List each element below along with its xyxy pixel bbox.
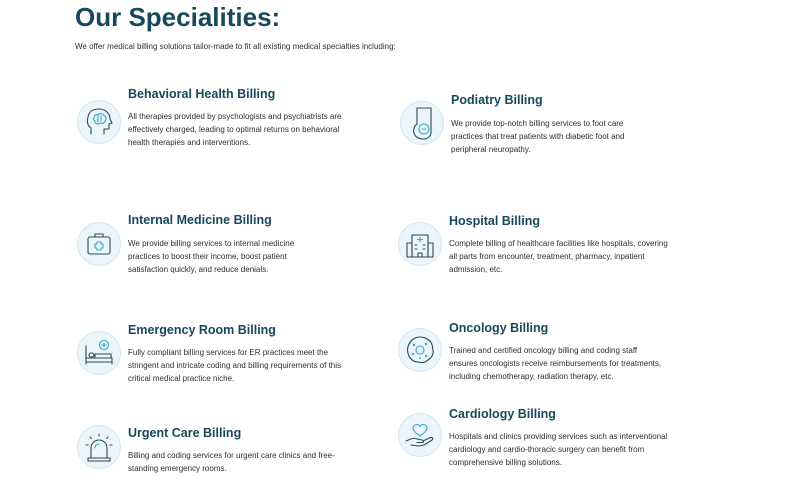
- page-title: Our Specialities:: [75, 2, 281, 32]
- specialty-title: Podiatry Billing: [451, 93, 543, 107]
- specialty-description: Fully compliant billing services for ER practices meet the stringent and intricate coding and billing requirements of this critical medical practice niche.: [128, 348, 342, 383]
- specialty-card-cardiology: [398, 407, 698, 473]
- intro-text: We offer medical billing solutions tailor-made to fit all existing medical specialties including:: [75, 42, 396, 51]
- specialty-card-emergency: [77, 323, 377, 391]
- specialty-description: Hospitals and clinics providing services such as interventional cardiology and cardio-thoracic surgery can benefit from comprehensive billing solutions.: [449, 432, 668, 467]
- hospital-building-icon: [398, 222, 442, 266]
- specialty-title: Hospital Billing: [449, 214, 540, 228]
- specialty-title: Behavioral Health Billing: [128, 87, 276, 101]
- specialty-card-internal: [77, 213, 377, 282]
- specialty-card-oncology: [398, 321, 698, 388]
- emergency-siren-icon: [77, 425, 121, 469]
- hospital-bed-icon: [77, 331, 121, 375]
- specialty-description: Trained and certified oncology billing and coding staff ensures oncologists receive reimbursements for treatments, including chemotherapy, radiation therapy, etc.: [449, 346, 662, 381]
- specialty-card-urgent: [77, 425, 377, 475]
- specialty-description: We provide top-notch billing services to foot care practices that treat patients with diabetic foot and peripheral neuropathy.: [451, 119, 625, 154]
- specialty-title: Cardiology Billing: [449, 407, 556, 421]
- cancer-cell-icon: [398, 328, 442, 372]
- heart-in-hand-icon: [398, 413, 442, 457]
- first-aid-kit-icon: [77, 222, 121, 266]
- specialty-title: Oncology Billing: [449, 321, 549, 335]
- specialty-description: All therapies provided by psychologists and psychiatrists are effectively charged, leading to optimal returns on behavioral health therapies and interventions.: [128, 112, 342, 147]
- specialty-title: Emergency Room Billing: [128, 323, 276, 337]
- specialty-card-behavioral: [77, 87, 377, 170]
- specialty-card-podiatry: [400, 93, 700, 161]
- specialty-description: We provide billing services to internal medicine practices to boost their income, boost patient satisfaction quickly, and reduce denials.: [128, 239, 295, 274]
- foot-icon: [400, 101, 444, 145]
- specialty-card-hospital: [398, 214, 698, 282]
- specialty-description: Complete billing of healthcare facilities like hospitals, covering all parts from encounter, treatment, pharmacy, inpatient admission, etc.: [449, 239, 668, 274]
- specialty-description: Billing and coding services for urgent care clinics and free-standing emergency rooms.: [128, 451, 335, 473]
- specialty-title: Internal Medicine Billing: [128, 213, 272, 227]
- specialty-title: Urgent Care Billing: [128, 426, 242, 440]
- brain-head-icon: [77, 100, 121, 144]
